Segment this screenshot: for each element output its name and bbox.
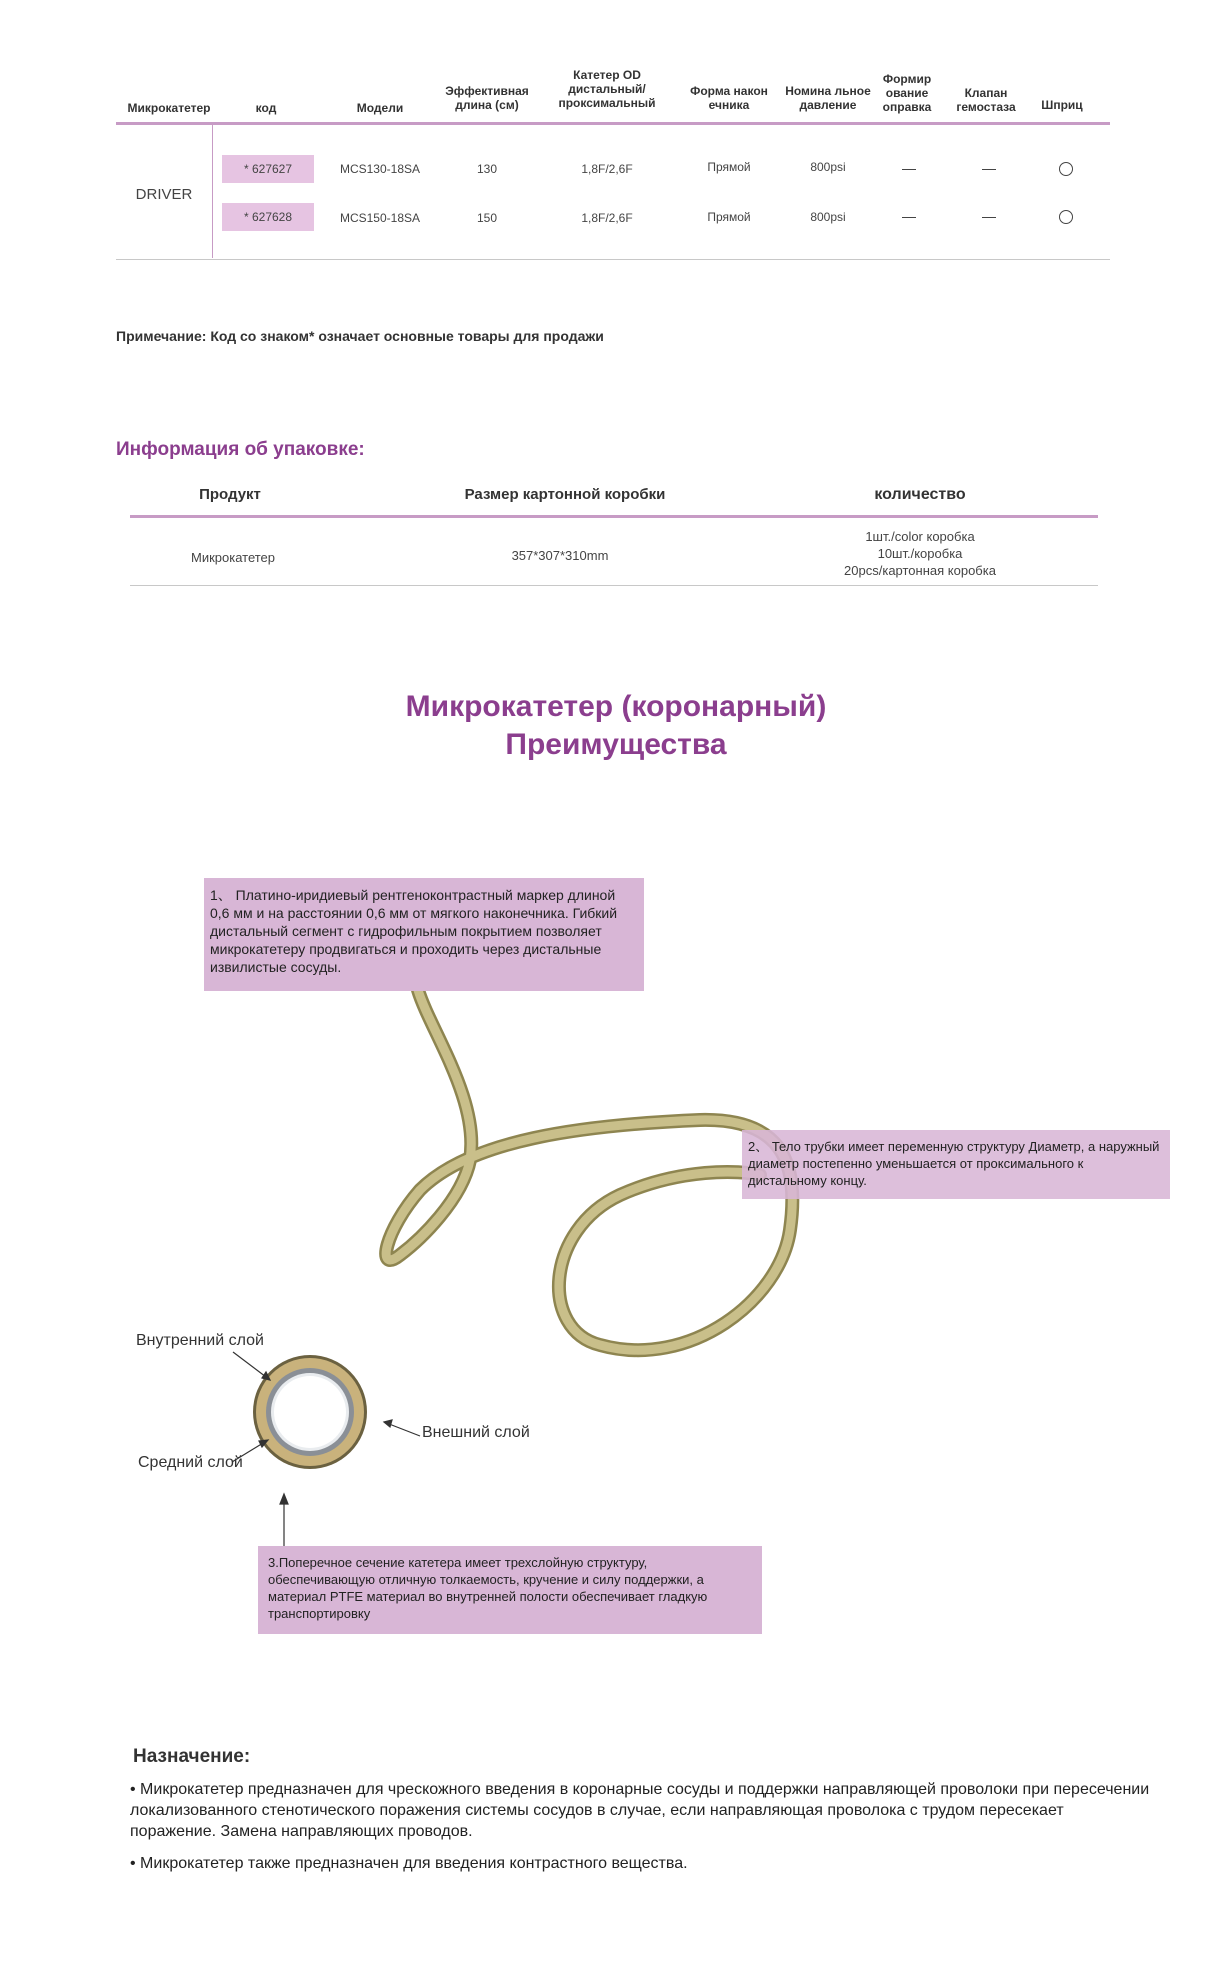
pressure-cell: 800psi bbox=[810, 160, 846, 174]
spec-note: Примечание: Код со знаком* означает основные товары для продажи bbox=[116, 328, 604, 344]
code-cell: * 627628 bbox=[222, 203, 314, 231]
middle-layer-label: Средний слой bbox=[138, 1454, 243, 1471]
pressure-cell: 800psi bbox=[810, 210, 846, 224]
od-cell: 1,8F/2,6F bbox=[581, 162, 633, 176]
length-cell: 130 bbox=[476, 162, 498, 176]
model-cell: MCS150-18SA bbox=[339, 211, 421, 225]
pack-qty-line-1: 1шт./color коробка bbox=[865, 529, 975, 544]
tip-cell: Прямой bbox=[707, 160, 751, 174]
length-cell: 150 bbox=[476, 211, 498, 225]
advantage-callout-2: 2、 Тело трубки имеет переменную структуру Диаметр, а наружный диаметр постепенно уменьшается от проксимального к дистальному концу. bbox=[742, 1130, 1170, 1199]
driver-label: DRIVER bbox=[135, 186, 193, 203]
cross-section-diagram bbox=[253, 1355, 367, 1469]
tip-cell: Прямой bbox=[707, 210, 751, 224]
od-cell: 1,8F/2,6F bbox=[581, 211, 633, 225]
header-pressure: Номина льное давление bbox=[785, 84, 871, 112]
header-tip: Форма након ечника bbox=[690, 84, 768, 112]
pack-header-qty: количество bbox=[874, 486, 966, 503]
code-cell: * 627627 bbox=[222, 155, 314, 183]
header-syringe: Шприц bbox=[1041, 98, 1083, 112]
model-cell: MCS130-18SA bbox=[339, 162, 421, 176]
packaging-title: Информация об упаковке: bbox=[116, 439, 365, 460]
pack-qty-line-2: 10шт./коробка bbox=[877, 546, 963, 561]
pack-header-box: Размер картонной коробки bbox=[464, 486, 666, 503]
advantages-title-line-1: Микрокатетер (коронарный) bbox=[405, 690, 827, 723]
header-od: Катетер OD дистальный/проксимальный bbox=[558, 68, 656, 110]
header-micro: Микрокатетер bbox=[127, 101, 211, 115]
header-length: Эффективная длина (см) bbox=[445, 84, 529, 112]
advantage-callout-1: 1、 Платино-иридиевый рентгеноконтрастный маркер длиной 0,6 мм и на расстоянии 0,6 мм от мягкого наконечника. Гибкий дистальный сегмент с гидрофильным покрытием позволяет микрокатетеру продвигаться и проходить через дистальные извилистые сосуды. bbox=[204, 878, 644, 991]
purpose-title: Назначение: bbox=[133, 1746, 251, 1767]
header-code: код bbox=[255, 101, 277, 115]
advantages-title-line-2: Преимущества bbox=[505, 728, 727, 761]
pack-box-cell: 357*307*310mm bbox=[511, 548, 609, 563]
header-mandrel: Формир ование оправка bbox=[882, 72, 932, 114]
header-valve: Клапан гемостаза bbox=[956, 86, 1016, 114]
header-model: Модели bbox=[356, 101, 404, 115]
purpose-item-2: • Микрокатетер также предназначен для введения контрастного вещества. bbox=[130, 1855, 688, 1872]
purpose-item-1: • Микрокатетер предназначен для чрескожного введения в коронарные сосуды и поддержки направляющей проволоки при пересечении локализованного стенотического поражения системы сосудов в случае, если направляющая проволока с трудом пересекает поражение. Замена направляющих проводов. bbox=[130, 1781, 1150, 1840]
pack-qty-line-3: 20pcs/картонная коробка bbox=[844, 563, 996, 578]
outer-layer-label: Внешний слой bbox=[422, 1424, 530, 1441]
inner-layer-label: Внутренний слой bbox=[136, 1332, 264, 1349]
pack-product-cell: Микрокатетер bbox=[190, 550, 276, 565]
advantage-callout-3: 3.Поперечное сечение катетера имеет трехслойную структуру, обеспечивающую отличную толкаемость, кручение и силу поддержки, а материал PTFE материал во внутренней полости обеспечивает гладкую транспортировку bbox=[258, 1546, 762, 1634]
pack-header-product: Продукт bbox=[199, 486, 261, 503]
